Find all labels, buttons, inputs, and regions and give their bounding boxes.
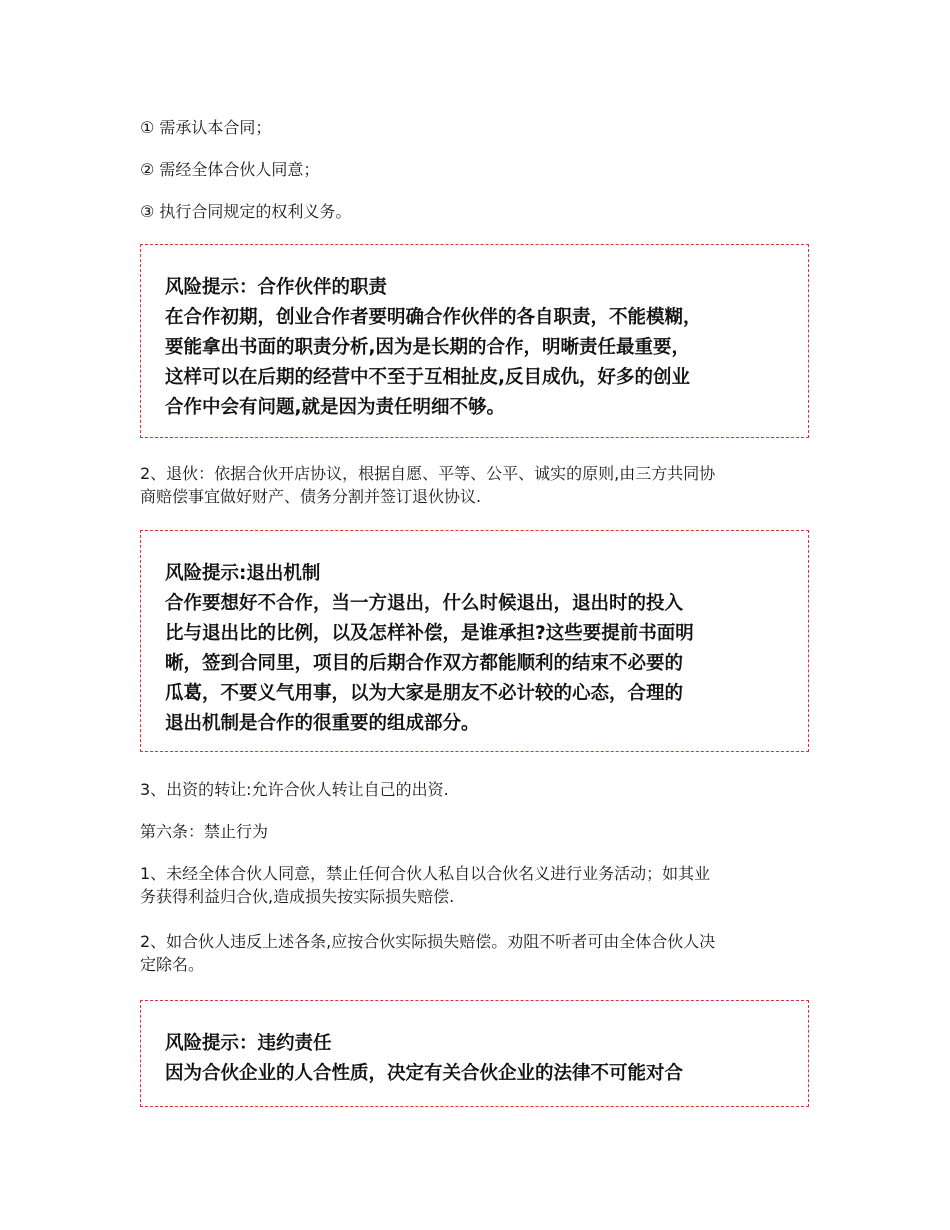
risk-box-partner-duties (140, 244, 809, 438)
paragraph-line: 2、如合伙人违反上述各条,应按合伙实际损失赔偿。劝阻不听者可由全体合伙人决 (140, 932, 716, 951)
risk-box-exit-mechanism (140, 530, 809, 752)
paragraph-capital-transfer: 3、出资的转让:允许合伙人转让自己的出资. (140, 780, 449, 799)
risk-box-text-line: 比与退出比的比例，以及怎样补偿，是谁承担?这些要提前书面明 (165, 623, 694, 644)
risk-box-text-line: 要能拿出书面的职责分析,因为是长期的合作，明晰责任最重要， (165, 337, 691, 358)
paragraph-line: 务获得利益归合伙,造成损失按实际损失赔偿. (140, 887, 455, 906)
list-item-partner-consent: ② 需经全体合伙人同意； (140, 160, 320, 179)
risk-box-text-line: 在合作初期，创业合作者要明确合作伙伴的各自职责，不能模糊， (165, 307, 702, 328)
paragraph-line: 2、退伙：依据合伙开店协议，根据自愿、平等、公平、诚实的原则,由三方共同协 (140, 464, 716, 483)
risk-box-text-line: 合作中会有问题,就是因为责任明细不够。 (165, 397, 506, 418)
list-item-rights-obligations: ③ 执行合同规定的权利义务。 (140, 202, 352, 221)
risk-box-title: 风险提示：合作伙伴的职责 (165, 277, 388, 298)
risk-box-text-line: 晰，签到合同里，项目的后期合作双方都能顺利的结束不必要的 (165, 653, 684, 674)
risk-box-title: 风险提示：违约责任 (165, 1033, 332, 1054)
risk-box-default-liability (140, 1000, 809, 1107)
paragraph-prohibition-1 (140, 862, 815, 908)
risk-box-text-line: 退出机制是合作的很重要的组成部分。 (165, 713, 480, 734)
paragraph-withdrawal (140, 462, 815, 508)
risk-box-title: 风险提示:退出机制 (165, 563, 321, 584)
paragraph-line: 定除名。 (140, 955, 205, 974)
risk-box-text-line: 瓜葛，不要义气用事，以为大家是朋友不必计较的心态，合理的 (165, 683, 684, 704)
article-six-heading: 第六条：禁止行为 (140, 822, 269, 841)
paragraph-line: 1、未经全体合伙人同意，禁止任何合伙人私自以合伙名义进行业务活动；如其业 (140, 864, 711, 883)
list-item-acknowledge-contract: ① 需承认本合同； (140, 118, 272, 137)
paragraph-line: 商赔偿事宜做好财产、债务分割并签订退伙协议. (140, 487, 482, 506)
paragraph-prohibition-2 (140, 930, 815, 976)
risk-box-text-line: 因为合伙企业的人合性质，决定有关合伙企业的法律不可能对合 (165, 1063, 684, 1084)
risk-box-text-line: 这样可以在后期的经营中不至于互相扯皮,反目成仇，好多的创业 (165, 367, 691, 388)
risk-box-text-line: 合作要想好不合作，当一方退出，什么时候退出，退出时的投入 (165, 593, 684, 614)
